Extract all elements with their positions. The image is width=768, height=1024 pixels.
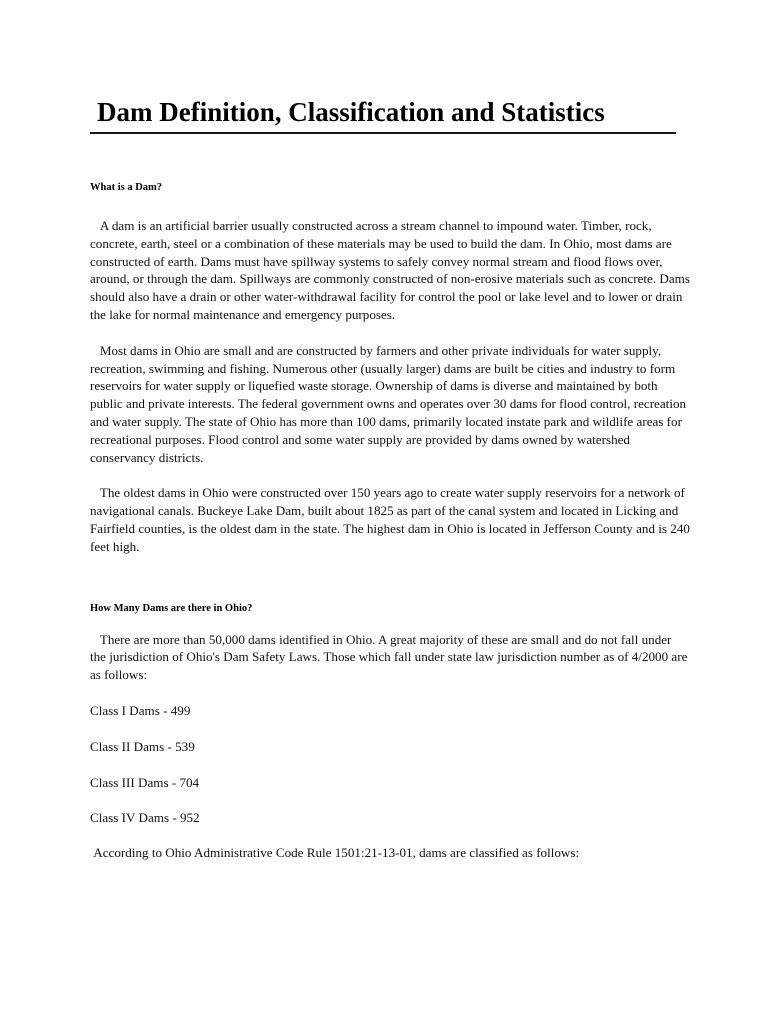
section-heading-how-many-dams: How Many Dams are there in Ohio? <box>90 602 253 614</box>
document-body <box>90 180 694 862</box>
title-block <box>90 92 676 134</box>
paragraph-oldest-dams: The oldest dams in Ohio were constructed over 150 years ago to create water supply reservoirs for a network of navigational canals. Buckeye Lake Dam, built about 1825 as part of the canal system and located in Licking and Fairfield counties, is the oldest dam in the state. The highest dam in Ohio is located in Jefferson County and is 240 feet high. <box>90 485 694 554</box>
section-heading-what-is-a-dam: What is a Dam? <box>90 182 163 193</box>
paragraph-dam-count: There are more than 50,000 dams identified in Ohio. A great majority of these are small and do not fall under the jurisdiction of Ohio's Dam Safety Laws. Those which fall under state law jurisdiction number as of 4/2000 are as follows: <box>90 631 691 683</box>
page-title: Dam Definition, Classification and Statistics <box>97 97 605 127</box>
class-count-item: Class II Dams - 539 <box>90 738 195 754</box>
class-count-item: Class IV Dams - 952 <box>90 810 200 826</box>
class-count-item: Class III Dams - 704 <box>90 774 200 790</box>
title-underline <box>90 132 676 134</box>
paragraph-classification-rule: According to Ohio Administrative Code Rule 1501:21-13-01, dams are classified as follows: <box>90 845 580 861</box>
paragraph-dam-definition: A dam is an artificial barrier usually constructed across a stream channel to impound water. Timber, rock, concrete, earth, steel or a combination of these materials may be used to build the dam. In Ohio, most dams are constructed of earth. Dams must have spillway systems to safely convey normal stream and flood flows over, around, or through the dam. Spillways are commonly constructed of non-erosive materials such as concrete. Dams should also have a drain or other water-withdrawal facility for control the pool or lake level and to lower or drain the lake for normal maintenance and emergency purposes. <box>90 218 694 322</box>
paragraph-dam-ownership: Most dams in Ohio are small and are constructed by farmers and other private individuals for water supply, recreation, swimming and fishing. Numerous other (usually larger) dams are built be cities and industry to form reservoirs for water supply or liquefied waste storage. Ownership of dams is diverse and maintained by both public and private interests. The federal government owns and operates over 30 dams for flood control, recreation and water supply. The state of Ohio has more than 100 dams, primarily located instate park and wildlife areas for recreational purposes. Flood control and some water supply are provided by dams owned by watershed conservancy districts. <box>90 342 690 465</box>
class-count-item: Class I Dams - 499 <box>90 702 191 718</box>
